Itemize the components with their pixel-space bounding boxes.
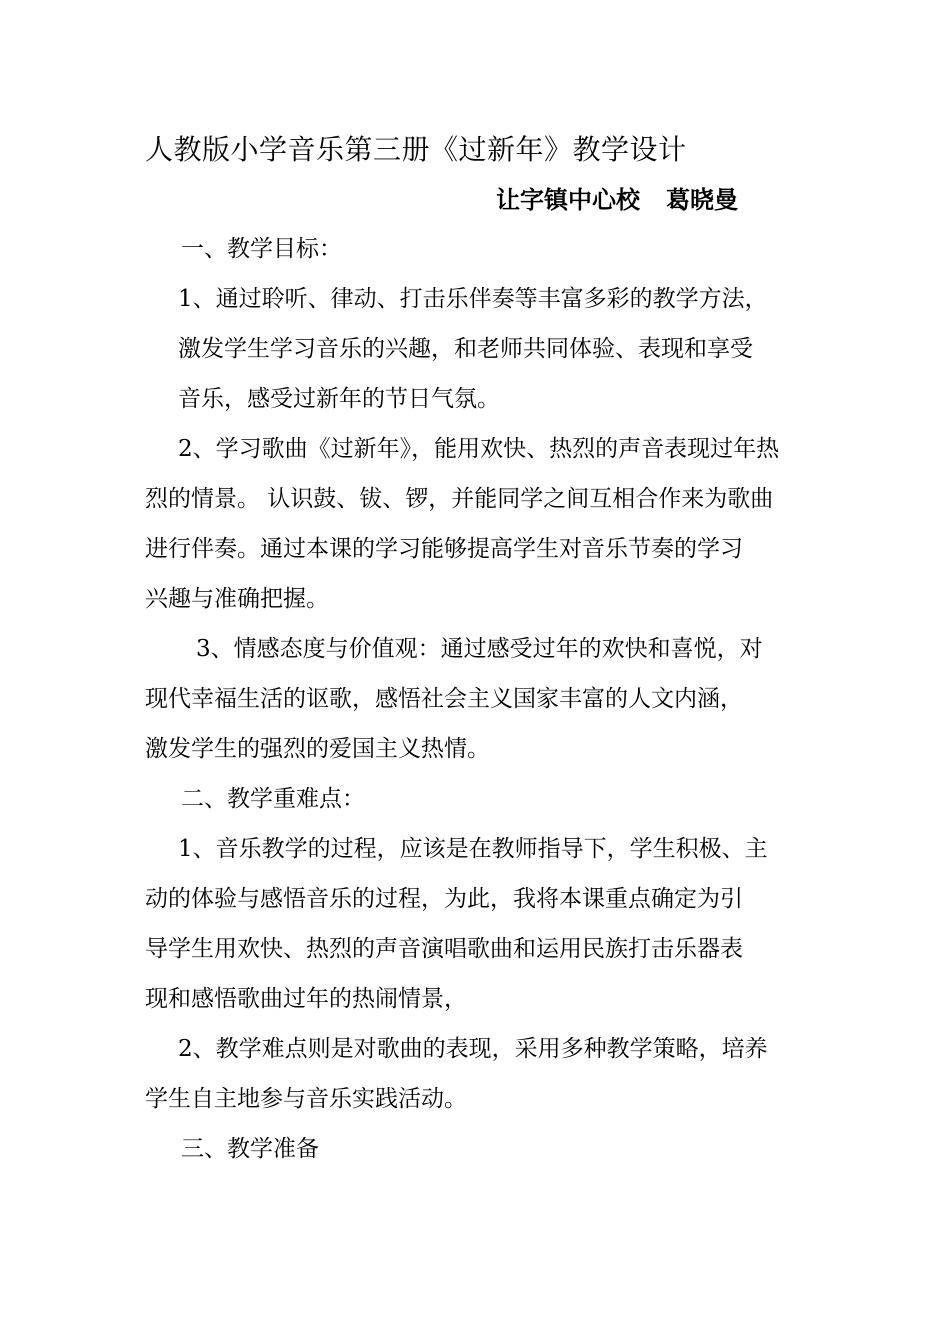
section2-item1-line1: 1、音乐教学的过程，应该是在教师指导下，学生积极、主	[178, 836, 768, 862]
section1-heading: 一、教学目标：	[181, 236, 342, 262]
author-name: 葛晓曼	[666, 186, 738, 214]
section1-item2-line3: 进行伴奏。通过本课的学习能够提高学生对音乐节奏的学习	[145, 536, 743, 562]
author-line	[496, 180, 738, 220]
section1-item1-line3: 音乐，感受过新年的节日气氛。	[178, 386, 500, 412]
section2-item2-line1: 2、教学难点则是对歌曲的表现，采用多种教学策略，培养	[178, 1036, 768, 1062]
section1-item1-line1: 1、通过聆听、律动、打击乐伴奏等丰富多彩的教学方法，	[178, 286, 768, 312]
section1-item3-line3: 激发学生的强烈的爱国主义热情。	[145, 736, 490, 762]
section1-item2-line4: 兴趣与准确把握。	[145, 586, 329, 612]
section2-item1-line4: 现和感悟歌曲过年的热闹情景，	[145, 986, 467, 1012]
section1-item3-line1: 3、情感态度与价值观：通过感受过年的欢快和喜悦，对	[196, 636, 763, 662]
section2-heading: 二、教学重难点：	[181, 786, 365, 812]
section2-item1-line3: 导学生用欢快、热烈的声音演唱歌曲和运用民族打击乐器表	[145, 936, 743, 962]
section2-item2-line2: 学生自主地参与音乐实践活动。	[145, 1086, 467, 1112]
section2-item1-line2: 动的体验与感悟音乐的过程，为此，我将本课重点确定为引	[145, 886, 743, 912]
section1-item2-line1: 2、学习歌曲《过新年》，能用欢快、热烈的声音表现过年热	[178, 436, 780, 462]
document-title: 人教版小学音乐第三册《过新年》教学设计	[145, 133, 687, 166]
section3-heading: 三、教学准备	[181, 1136, 319, 1162]
section1-item2-line2: 烈的情景。 认识鼓、钹、锣，并能同学之间互相合作来为歌曲	[145, 486, 774, 512]
section1-item1-line2: 激发学生学习音乐的兴趣，和老师共同体验、表现和享受	[178, 336, 753, 362]
author-school: 让字镇中心校	[496, 186, 640, 214]
section1-item3-line2: 现代幸福生活的讴歌，感悟社会主义国家丰富的人文内涵，	[145, 686, 743, 712]
